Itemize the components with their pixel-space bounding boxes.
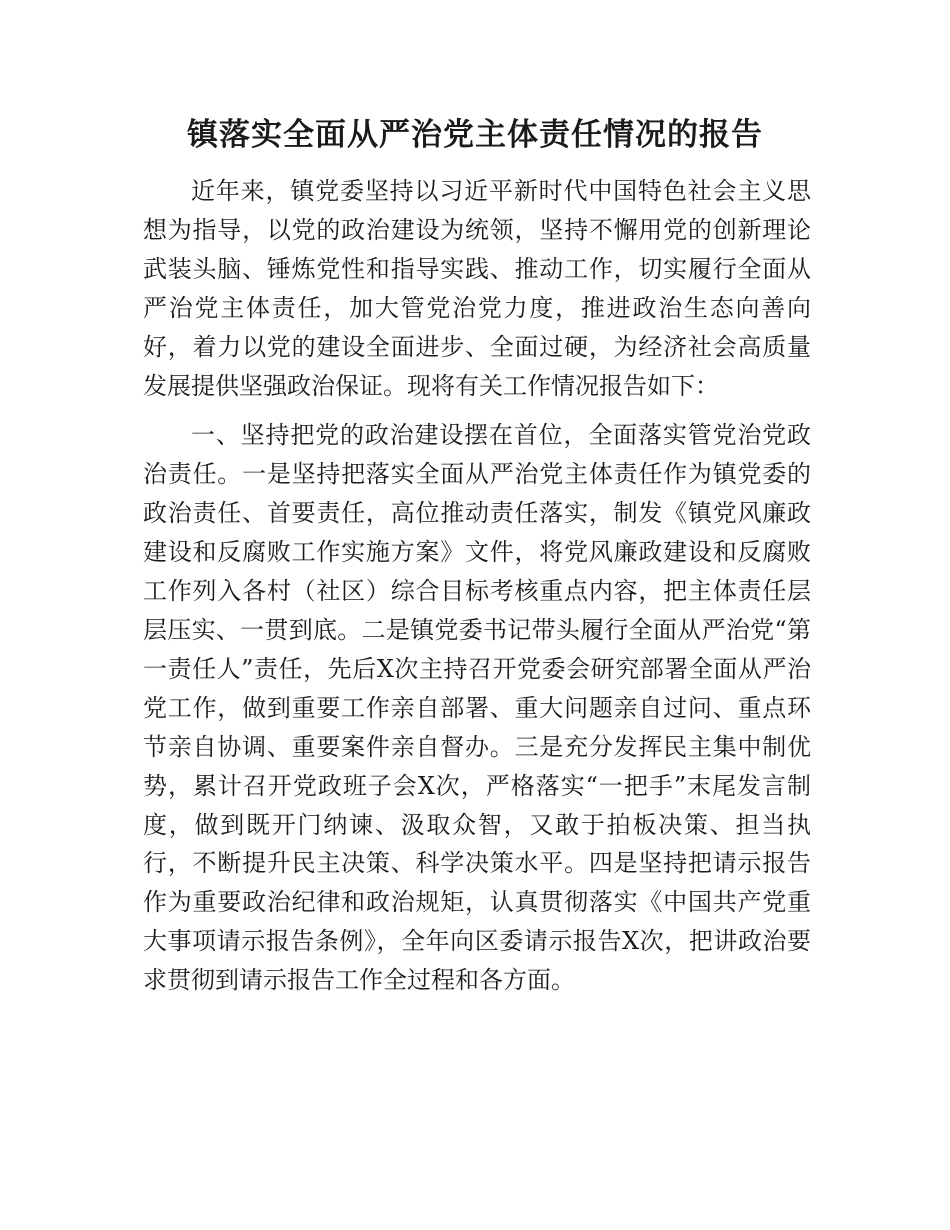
section-one-paragraph: 一、坚持把党的政治建设摆在首位，全面落实管党治党政治责任。一是坚持把落实全面从严治党主体责任作为镇党委的政治责任、首要责任，高位推动责任落实，制发《镇党风廉政建设和反腐败工作实施方案》文件，将党风廉政建设和反腐败工作列入各村（社区）综合目标考核重点内容，把主体责任层层压实、一贯到底。二是镇党委书记带头履行全面从严治党“第一责任人”责任，先后X次主持召开党委会研究部署全面从严治党工作，做到重要工作亲自部署、重大问题亲自过问、重点环节亲自协调、重要案件亲自督办。三是充分发挥民主集中制优势，累计召开党政班子会X次，严格落实“一把手”末尾发言制度，做到既开门纳谏、汲取众智，又敢于拍板决策、担当执行，不断提升民主决策、科学决策水平。四是坚持把请示报告作为重要政治纪律和政治规矩，认真贯彻落实《中国共产党重大事项请示报告条例》，全年向区委请示报告X次，把讲政治要求贯彻到请示报告工作全过程和各方面。: [143, 421, 811, 995]
intro-paragraph: 近年来，镇党委坚持以习近平新时代中国特色社会主义思想为指导，以党的政治建设为统领，坚持不懈用党的创新理论武装头脑、锤炼党性和指导实践、推动工作，切实履行全面从严治党主体责任，加大管党治党力度，推进政治生态向善向好，着力以党的建设全面进步、全面过硬，为经济社会高质量发展提供坚强政治保证。现将有关工作情况报告如下：: [143, 177, 811, 400]
document-body: [143, 172, 811, 1000]
document-title: 镇落实全面从严治党主体责任情况的报告: [187, 117, 763, 153]
